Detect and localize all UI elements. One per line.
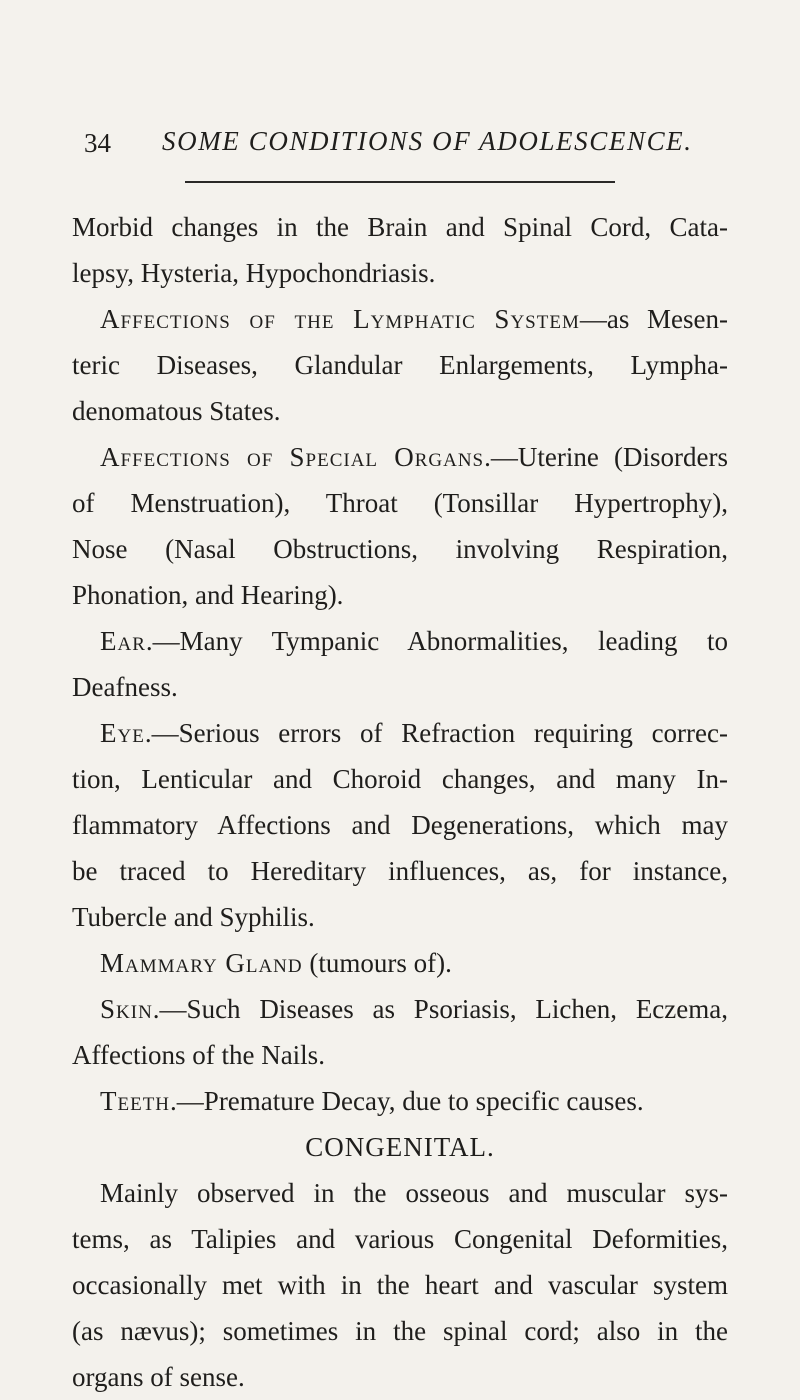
text-line: Teeth.—Premature Decay, due to specific causes. <box>100 1086 644 1116</box>
text-line: lepsy, Hysteria, Hypochondriasis. <box>72 258 436 288</box>
text-line: occasionally met with in the heart and vascular system <box>72 1270 728 1300</box>
running-head <box>84 120 724 160</box>
text-line: Phonation, and Hearing). <box>72 580 344 610</box>
text-line: Skin.—Such Diseases as Psoriasis, Lichen, Eczema, <box>100 994 728 1024</box>
text-line: of Menstruation), Throat (Tonsillar Hypertrophy), <box>72 488 728 518</box>
section-head: Ear <box>100 626 146 656</box>
text-line: Morbid changes in the Brain and Spinal Cord, Cata- <box>72 212 728 242</box>
section-head: Skin <box>100 994 153 1024</box>
text-line: (as nævus); sometimes in the spinal cord; also in the <box>72 1316 728 1346</box>
text-line: teric Diseases, Glandular Enlargements, Lympha- <box>72 350 728 380</box>
text-line: Tubercle and Syphilis. <box>72 902 315 932</box>
text-line: denomatous States. <box>72 396 281 426</box>
text-line: Affections of the Lymphatic System—as Mesen- <box>100 304 728 334</box>
section-head: Eye <box>100 718 145 748</box>
page-number: 34 <box>84 128 111 158</box>
text-line: Mainly observed in the osseous and muscular sys- <box>100 1178 728 1208</box>
running-title: SOME CONDITIONS OF ADOLESCENCE. <box>162 126 693 156</box>
text-line: tion, Lenticular and Choroid changes, and many In- <box>72 764 728 794</box>
text-line: flammatory Affections and Degenerations, which may <box>72 810 728 840</box>
section-head: Affections of Special Organs <box>100 442 485 472</box>
text-line: Affections of Special Organs.—Uterine (Disorders <box>100 442 728 472</box>
text-line: Eye.—Serious errors of Refraction requiring correc- <box>100 718 728 748</box>
section-head: Teeth <box>100 1086 171 1116</box>
text-line: Nose (Nasal Obstructions, involving Respiration, <box>72 534 728 564</box>
section-heading: CONGENITAL. <box>305 1132 495 1162</box>
text-line: Deafness. <box>72 672 178 702</box>
header-rule <box>185 181 615 183</box>
text-line: organs of sense. <box>72 1362 245 1392</box>
text-line: Ear.—Many Tympanic Abnormalities, leading to <box>100 626 728 656</box>
text-line: tems, as Talipies and various Congenital Deformities, <box>72 1224 728 1254</box>
text-line: be traced to Hereditary influences, as, for instance, <box>72 856 728 886</box>
section-head: Mammary Gland <box>100 948 303 978</box>
section-head: Affections of the Lymphatic System <box>100 304 580 334</box>
body-text <box>72 204 728 1400</box>
text-line: Affections of the Nails. <box>72 1040 325 1070</box>
text-line: Mammary Gland (tumours of). <box>100 948 452 978</box>
